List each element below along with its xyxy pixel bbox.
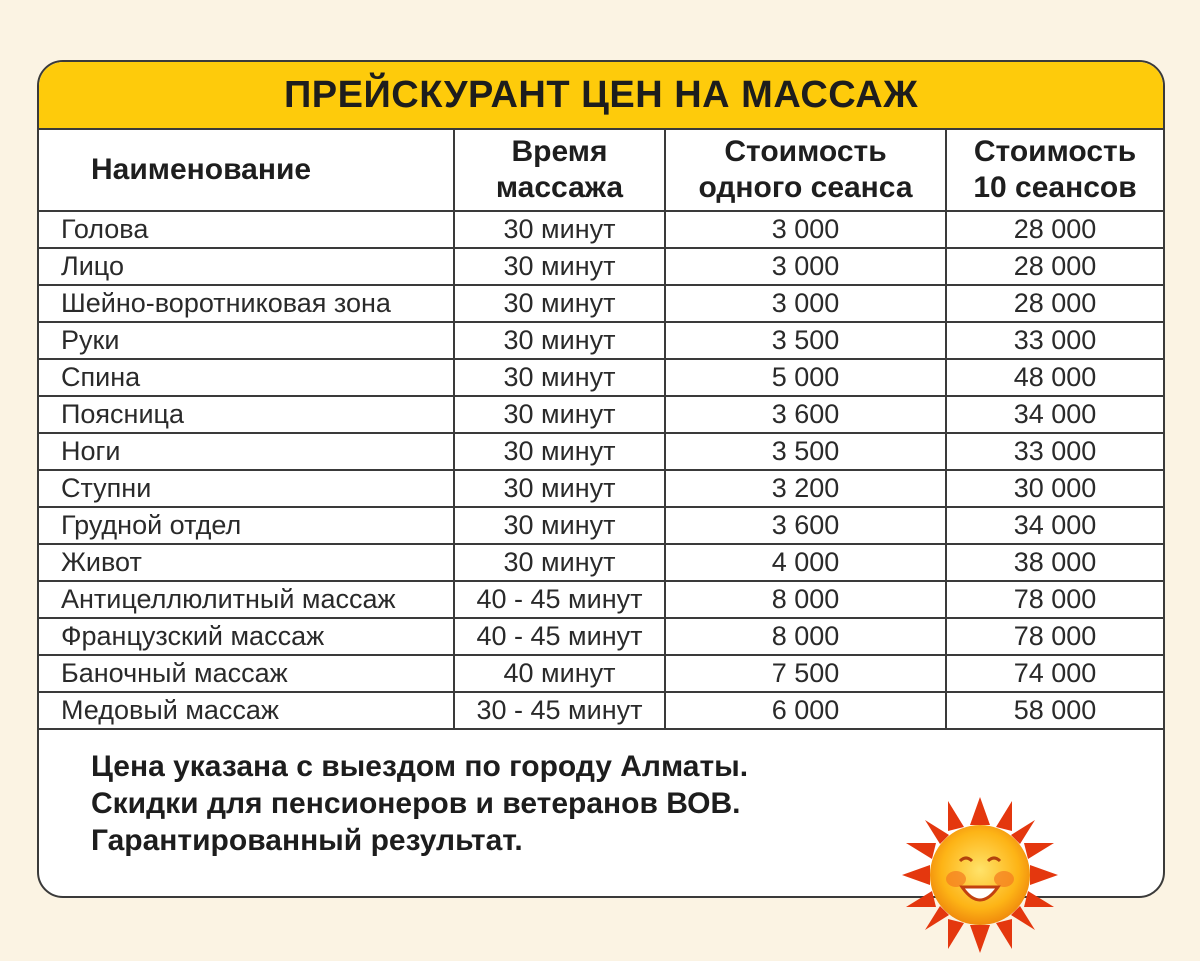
cell-name: Медовый массаж (39, 692, 454, 729)
cell-price-one: 7 500 (665, 655, 946, 692)
cell-time: 40 минут (454, 655, 665, 692)
table-row (39, 285, 1163, 322)
cell-name: Живот (39, 544, 454, 581)
footer-line-guarantee: Гарантированный результат. (91, 824, 523, 857)
table-row (39, 211, 1163, 248)
cell-time: 30 минут (454, 322, 665, 359)
price-table (39, 130, 1163, 730)
cell-price-ten: 34 000 (946, 396, 1163, 433)
cell-name: Ноги (39, 433, 454, 470)
cell-name: Шейно-воротниковая зона (39, 285, 454, 322)
cell-price-one: 3 000 (665, 285, 946, 322)
cell-price-ten: 48 000 (946, 359, 1163, 396)
cell-name: Лицо (39, 248, 454, 285)
cell-name: Поясница (39, 396, 454, 433)
cell-name: Французский массаж (39, 618, 454, 655)
table-row (39, 470, 1163, 507)
cell-name: Баночный массаж (39, 655, 454, 692)
cell-price-one: 3 200 (665, 470, 946, 507)
cell-price-one: 4 000 (665, 544, 946, 581)
cell-time: 30 минут (454, 544, 665, 581)
cell-price-ten: 28 000 (946, 248, 1163, 285)
cell-price-one: 6 000 (665, 692, 946, 729)
cell-name: Антицеллюлитный массаж (39, 581, 454, 618)
cell-price-ten: 33 000 (946, 322, 1163, 359)
cell-time: 30 минут (454, 433, 665, 470)
smiling-sun-icon (900, 795, 1060, 955)
cell-price-one: 3 000 (665, 211, 946, 248)
cell-price-ten: 34 000 (946, 507, 1163, 544)
cell-price-ten: 28 000 (946, 211, 1163, 248)
cell-time: 30 минут (454, 470, 665, 507)
cell-time: 30 минут (454, 396, 665, 433)
cell-price-one: 8 000 (665, 618, 946, 655)
header-price-one: Стоимость одного сеанса (665, 130, 946, 211)
price-list-title: ПРЕЙСКУРАНТ ЦЕН НА МАССАЖ (39, 62, 1163, 130)
cell-price-ten: 78 000 (946, 618, 1163, 655)
cell-price-ten: 78 000 (946, 581, 1163, 618)
cell-time: 30 минут (454, 248, 665, 285)
cell-price-one: 5 000 (665, 359, 946, 396)
table-row (39, 396, 1163, 433)
header-name: Наименование (39, 130, 454, 211)
table-row (39, 322, 1163, 359)
cell-time: 40 - 45 минут (454, 618, 665, 655)
cell-price-one: 3 500 (665, 322, 946, 359)
cell-price-one: 3 600 (665, 507, 946, 544)
header-price-ten: Стоимость 10 сеансов (946, 130, 1163, 211)
price-list-card (37, 60, 1165, 898)
table-row (39, 359, 1163, 396)
header-time: Время массажа (454, 130, 665, 211)
footer-line-discount: Скидки для пенсионеров и ветеранов ВОВ. (91, 787, 741, 820)
cell-price-ten: 74 000 (946, 655, 1163, 692)
cell-price-one: 3 600 (665, 396, 946, 433)
cell-price-one: 8 000 (665, 581, 946, 618)
table-row (39, 692, 1163, 729)
table-row (39, 433, 1163, 470)
table-row (39, 655, 1163, 692)
cell-price-ten: 58 000 (946, 692, 1163, 729)
cell-price-ten: 30 000 (946, 470, 1163, 507)
table-row (39, 618, 1163, 655)
cell-name: Грудной отдел (39, 507, 454, 544)
cell-time: 30 минут (454, 211, 665, 248)
cell-price-ten: 28 000 (946, 285, 1163, 322)
table-row (39, 248, 1163, 285)
table-row (39, 581, 1163, 618)
table-row (39, 544, 1163, 581)
cell-name: Голова (39, 211, 454, 248)
cell-price-one: 3 000 (665, 248, 946, 285)
cell-price-ten: 33 000 (946, 433, 1163, 470)
table-row (39, 507, 1163, 544)
footer-line-city: Цена указана с выездом по городу Алматы. (91, 750, 749, 783)
cell-name: Спина (39, 359, 454, 396)
cell-time: 40 - 45 минут (454, 581, 665, 618)
sun-face (930, 825, 1030, 925)
cell-time: 30 - 45 минут (454, 692, 665, 729)
cell-time: 30 минут (454, 359, 665, 396)
cell-price-one: 3 500 (665, 433, 946, 470)
cell-time: 30 минут (454, 285, 665, 322)
cell-time: 30 минут (454, 507, 665, 544)
table-header-row (39, 130, 1163, 211)
cell-name: Руки (39, 322, 454, 359)
cell-price-ten: 38 000 (946, 544, 1163, 581)
cell-name: Ступни (39, 470, 454, 507)
